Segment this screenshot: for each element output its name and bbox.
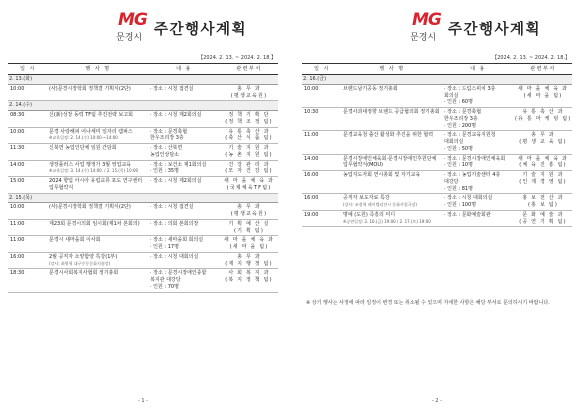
event-department-line: (공 연 기 획 팀) (519, 218, 567, 225)
event-subnote: ※공연일정: 3. 16.(금) 19:00 / 2. 17.(토) 19:00 (343, 218, 431, 224)
event-time: 10:00 (8, 127, 48, 144)
page-header (298, 6, 576, 48)
event-content-line: · 장소 : 보건소 제1회의실 (150, 161, 207, 168)
column-header-content: 내 용 (442, 64, 514, 75)
city-logo (116, 12, 152, 44)
event-title-cell (342, 171, 442, 194)
event-content-line: · 장소 : 문화예술회관 (444, 211, 491, 218)
event-department-line: 기 술 지 원 과 (522, 172, 564, 178)
event-time: 11:00 (302, 131, 342, 154)
event-content-cell (148, 236, 220, 253)
event-department-cell (514, 108, 572, 131)
event-content-line: · 인원 : 200명 (444, 122, 477, 129)
event-department-line: (정 책 조 정 팀) (225, 118, 273, 125)
event-department-cell (220, 160, 278, 177)
event-department-line: (재 지 행 정 팀) (225, 260, 273, 267)
event-department-line: 새 마 을 체 육 과 (517, 155, 569, 162)
event-content-cell (148, 219, 220, 236)
event-content-cell (442, 84, 514, 107)
event-department-cell (514, 194, 572, 211)
page-number: - 2 - (432, 398, 442, 404)
event-department-cell (514, 154, 572, 171)
event-time: 10:30 (302, 108, 342, 131)
event-department-cell (220, 84, 278, 101)
event-content-cell (148, 84, 220, 101)
event-content-line: · 인원 : 100명 (444, 202, 477, 208)
city-logo (410, 12, 446, 44)
event-department-cell (220, 219, 278, 236)
event-content-line: · 장소 : 시청 접견실 (150, 204, 194, 211)
table-row (302, 194, 572, 211)
event-content-cell (148, 144, 220, 161)
event-title: 농업지도자회 연시총회 및 자기교육 (343, 172, 421, 178)
event-title-cell (48, 269, 148, 292)
event-department-line: 홍 보 전 산 과 (522, 195, 564, 202)
table-row (302, 131, 572, 154)
date-label: 2. 15.(목) (8, 193, 278, 203)
event-department-cell (220, 177, 278, 194)
table-row (8, 203, 278, 220)
logo-city-name: 문경시 (410, 33, 437, 43)
event-title-cell (342, 194, 442, 211)
column-header-event: 행 사 명 (48, 64, 148, 75)
event-department-line: (모 자 건 강 팀) (225, 168, 273, 175)
event-department-line: 기 획 예 산 실 (228, 220, 270, 227)
event-title: (사)문경시장학회 정책결 기획식(2단) (49, 85, 131, 92)
event-content-line: · 장소 : 시청 제2회의실 (150, 178, 202, 184)
event-time: 16:00 (8, 252, 48, 269)
event-time: 08:30 (8, 111, 48, 128)
event-title-cell (48, 144, 148, 161)
event-department-cell (220, 111, 278, 128)
event-department-line: (평생교육원) (230, 211, 268, 217)
event-title: 명예 (도원) 즉흥의 미디 (343, 211, 396, 218)
event-content-line: · 인원 : 35명 (150, 168, 179, 175)
table-header-row (302, 64, 572, 75)
event-title: 브랜드남기공동 정기총회 (343, 85, 398, 92)
event-time: 14:00 (302, 154, 342, 171)
event-content-line: · 장소 : 드림스피치 3층 (444, 85, 496, 92)
table-header-row (8, 64, 278, 75)
event-title-cell (48, 219, 148, 236)
event-content-cell (148, 252, 220, 269)
event-content-line: 농업인상담소 (150, 151, 179, 158)
table-row (8, 236, 278, 253)
event-department-line: (평 생 교 육 팀) (519, 139, 567, 145)
event-department-line: 새 마 을 체 육 과 (223, 237, 275, 244)
event-department-line: 총 무 과 (237, 85, 261, 92)
schedule-table-body (8, 75, 278, 293)
event-subnote: (강사: 조정혁 레이텔리전시 문화사업국장) (343, 202, 417, 207)
table-row (8, 252, 278, 269)
event-department-line: (새 마 을 팀) (229, 244, 269, 250)
table-row (8, 144, 278, 161)
date-label: 2. 14.(수) (8, 101, 278, 111)
date-row (302, 75, 572, 85)
event-department-line: (축 산 식 품 팀) (225, 135, 273, 142)
page-number: - 1 - (138, 398, 148, 404)
table-row (302, 154, 572, 171)
event-title: 문경시 새마을회 이사회 (49, 237, 101, 244)
event-department-line: (홍 보 팀) (528, 202, 558, 208)
event-content-line: · 인원 : 70명 (150, 283, 179, 290)
event-department-cell (514, 171, 572, 194)
date-row (8, 75, 278, 85)
event-content-line: · 인원 : 10명 (444, 162, 473, 169)
event-content-cell (148, 127, 220, 144)
table-row (8, 219, 278, 236)
event-department-line: (체 육 진 흥 팀) (519, 162, 567, 169)
column-header-content: 내 용 (148, 64, 220, 75)
event-department-cell (220, 269, 278, 292)
event-time: 14:00 (8, 160, 48, 177)
event-content-line: · 인원 : 60명 (444, 99, 473, 106)
event-title-cell (48, 111, 148, 128)
event-content-cell (442, 108, 514, 131)
event-department-cell (220, 252, 278, 269)
date-row (8, 101, 278, 111)
table-row (302, 84, 572, 107)
event-title-cell (48, 252, 148, 269)
event-department-line: (인 재 경 영 팀) (519, 178, 567, 185)
event-content-cell (442, 194, 514, 211)
event-content-line: 대회의실 (444, 139, 464, 145)
event-department-line: (평생교육원) (230, 92, 268, 99)
event-time: 11:30 (8, 144, 48, 161)
event-content-line: · 장소 : 시청 대회의실 (444, 195, 493, 202)
event-department-line: (유 통 마 케 팅 팀) (515, 115, 572, 122)
event-content-line: · 장소 : 시청 제2회의실 (150, 112, 202, 118)
event-department-line: (국제체육TF팀) (226, 184, 272, 191)
column-header-event: 행 사 명 (342, 64, 442, 75)
table-row (8, 111, 278, 128)
event-content-line: · 장소 : 의회 본회의장 (150, 220, 199, 227)
event-department-line: (기 획 팀) (234, 227, 264, 234)
event-department-line: 문 화 예 술 과 (522, 211, 564, 218)
schedule-table (302, 63, 572, 227)
event-department-line: (복 지 정 책 팀) (225, 277, 273, 283)
event-content-line: · 장소 : 문경축협 (444, 109, 482, 115)
date-row (8, 193, 278, 203)
event-content-cell (148, 111, 220, 128)
event-department-line: 사 회 복 지 과 (228, 270, 270, 277)
event-time: 16:00 (302, 171, 342, 194)
table-row (8, 269, 278, 292)
table-row (302, 210, 572, 227)
event-time: 10:00 (8, 203, 48, 220)
event-title: 제23회 문경시의회 임시회(제1차 본회의) (49, 220, 140, 227)
event-content-line: 대강당 (444, 178, 459, 185)
event-department-line: 정 책 기 획 단 (228, 112, 270, 118)
event-content-cell (442, 154, 514, 171)
table-row (8, 127, 278, 144)
event-department-line: 총 무 과 (237, 204, 261, 211)
event-title-cell (342, 210, 442, 227)
event-title: 문경교육청 출산 활성화 추진을 위한 협력 (343, 132, 434, 139)
event-time: 11:00 (8, 236, 48, 253)
column-header-department: 관련부서 (220, 64, 278, 75)
event-department-line: 새 마 을 체 육 과 (223, 178, 275, 184)
event-department-cell (514, 210, 572, 227)
event-content-line: · 장소 : 문경시장애인종합 (150, 270, 207, 277)
event-content-cell (148, 203, 220, 220)
event-time: 15:00 (8, 177, 48, 194)
page-title: 주간행사계획 (154, 22, 248, 38)
event-content-line: · 인원 : 81명 (444, 185, 473, 192)
event-title: 신북면 농업인단체 임원 간담회 (49, 145, 117, 151)
page-header (4, 6, 282, 48)
event-content-line: · 장소 : 문경교육지원청 (444, 132, 496, 139)
event-department-line: 총 무 과 (531, 132, 555, 139)
event-department-line: 총 무 과 (237, 253, 261, 260)
event-content-cell (442, 210, 514, 227)
event-time: 18:30 (8, 269, 48, 292)
column-header-department: 관련부서 (514, 64, 572, 75)
event-department-cell (220, 144, 278, 161)
event-content-line: · 인원 : 17명 (150, 244, 179, 250)
schedule-table (8, 63, 278, 293)
event-title-cell (342, 131, 442, 154)
event-subnote: (강사: 최원혁 대구숭동문화지점장) (49, 260, 111, 266)
event-title-cell (48, 177, 148, 194)
event-department-line: 유 통 축 산 과 (228, 128, 270, 135)
document-page-2 (298, 0, 576, 410)
event-title-cell (48, 127, 148, 144)
event-title: 문경 사랑해피 어나세미 일자리 캠퍼스 (49, 128, 133, 135)
event-content-line: · 인원 : 50명 (444, 145, 473, 152)
event-title-cell (342, 154, 442, 171)
event-time: 10:00 (302, 84, 342, 107)
table-row (302, 171, 572, 194)
table-row (302, 108, 572, 131)
event-content-cell (148, 269, 220, 292)
event-content-line: · 장소 : 시청 대회의실 (150, 253, 199, 260)
event-content-line: · 장소 : 문경시장애인체육회 (444, 155, 506, 162)
event-title-cell (342, 108, 442, 131)
event-time: 19:00 (302, 210, 342, 227)
column-header-datetime: 일 시 (8, 64, 48, 75)
event-department-line: 기 술 지 원 과 (228, 145, 270, 151)
event-department-cell (220, 127, 278, 144)
event-content-line: 회의실 (444, 92, 459, 99)
event-content-cell (148, 177, 220, 194)
event-department-line: (새 마 을 팀) (523, 92, 563, 99)
event-content-line: 복지관 대강당 (150, 277, 181, 283)
event-content-cell (148, 160, 220, 177)
table-row (8, 84, 278, 101)
event-content-line: 한우조리장 3층 (444, 115, 478, 122)
event-title: 2월 공직자 소양함양 특강(1부) (49, 253, 118, 260)
table-row (8, 177, 278, 194)
event-subnote: ※교육일정: 2. 14.(수) 10:00.~14:00 (49, 135, 118, 141)
schedule-period: 【2024. 2. 13. ~ 2024. 2. 18.】 (198, 55, 276, 61)
schedule-period: 【2024. 2. 13. ~ 2024. 2. 18.】 (492, 55, 570, 61)
event-subnote: ※교육일정: 3. 14.(수) 14:00. / 2. 15.(목) 10:00 (49, 168, 139, 174)
event-title-cell (342, 84, 442, 107)
event-department-line: 유 통 축 산 과 (522, 109, 564, 115)
event-title-cell (48, 160, 148, 177)
event-time: 10:00 (8, 84, 48, 101)
logo-city-name: 문경시 (116, 33, 143, 43)
event-time: 11:00 (8, 219, 48, 236)
event-title-cell (48, 203, 148, 220)
event-department-cell (514, 131, 572, 154)
schedule-table-body (302, 75, 572, 227)
column-header-datetime: 일 시 (302, 64, 342, 75)
event-content-line: · 장소 : 시청 접견실 (150, 85, 194, 92)
event-department-cell (514, 84, 572, 107)
notice-text: ※ 상기 행사는 사정에 따라 일정이 변경 또는 취소될 수 있으며 자세한 사항은 해당 부서로 문의하시기 바랍니다. (306, 300, 550, 306)
event-content-line: 한우조리장 3층 (150, 135, 184, 142)
event-title: 신(新)성장 동력 TF팀 추진전략 보고회 (49, 112, 133, 118)
event-title: 문경시장애인체육회·문경시장애인후원단체 업무협약식(MOU) (343, 155, 437, 169)
event-department-line: (농 촌 지 원 팀) (225, 151, 273, 158)
event-department-cell (220, 236, 278, 253)
date-label: 2. 16.(금) (302, 75, 572, 85)
event-content-cell (442, 131, 514, 154)
event-title: 문경시사회복지사협회 정기총회 (49, 270, 119, 277)
event-content-line: · 장소 : 농업기술센터 4층 (444, 172, 501, 178)
event-title: 생장플러스 사업 행정가 3월 영업교육 (49, 161, 131, 168)
event-title: (사)문경시장학회 정책결 기획식(2단) (49, 204, 131, 211)
event-title-cell (48, 236, 148, 253)
event-department-cell (220, 203, 278, 220)
page-title: 주간행사계획 (448, 22, 542, 38)
event-content-line: · 장소 : 새마을회 회의실 (150, 237, 204, 244)
event-content-line: · 장소 : 문경축협 (150, 128, 188, 135)
event-time: 16:00 (302, 194, 342, 211)
event-title: 2024 향업 아시아 유럽교류 포도 연구센터 업무협약식 (49, 178, 143, 191)
event-department-line: 새 마 을 체 육 과 (517, 85, 569, 92)
event-content-cell (442, 171, 514, 194)
event-title-cell (48, 84, 148, 101)
date-label: 2. 13.(화) (8, 75, 278, 85)
logo-mark: MG (118, 10, 147, 30)
event-title: 공직자 보도자료 특강 (343, 195, 390, 202)
event-title: 문경사과대정향 브랜드 공급협의회 정기총회 (343, 109, 440, 115)
document-page-1 (4, 0, 282, 410)
logo-mark: MG (412, 10, 441, 30)
event-department-line: 건 강 관 리 과 (228, 161, 270, 168)
table-row (8, 160, 278, 177)
event-content-line: · 장소 : 산북면 (150, 145, 183, 151)
